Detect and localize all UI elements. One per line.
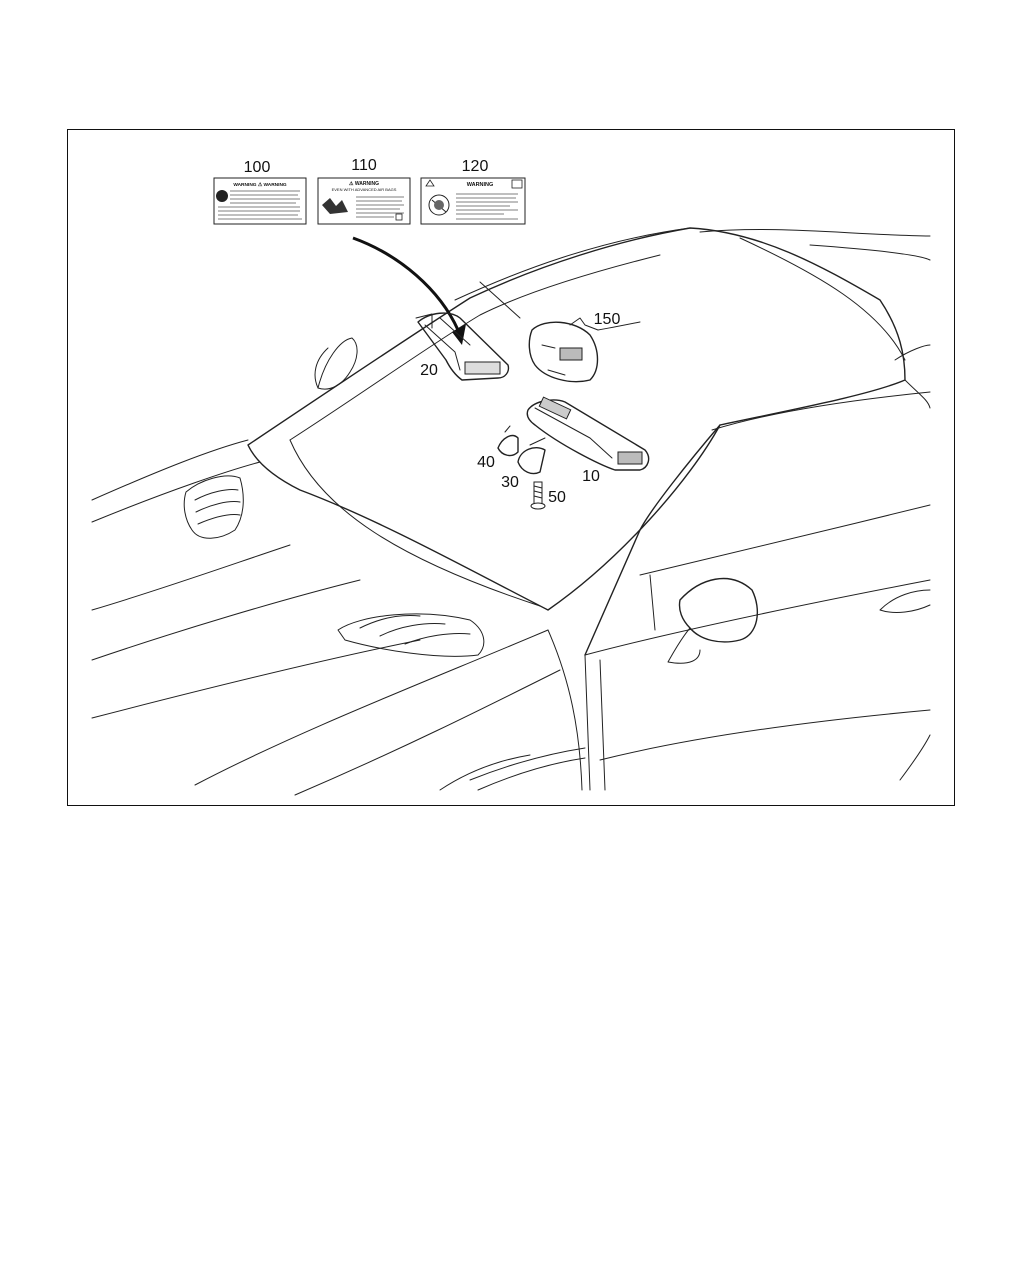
windshield-inner — [290, 255, 660, 440]
clip-part-40 — [498, 426, 518, 455]
label110-header: ⚠ WARNING — [348, 181, 380, 187]
bracket-part-30 — [518, 438, 545, 474]
warning-label-110 — [318, 178, 410, 224]
hood-vent-center — [338, 614, 484, 656]
screw-part-50 — [531, 482, 545, 509]
callout-150: 150 — [593, 311, 621, 328]
windshield-frame — [248, 228, 905, 610]
mirror-left — [315, 338, 357, 389]
warning-label-120 — [421, 178, 525, 224]
car-outline — [92, 228, 930, 795]
callout-20: 20 — [420, 362, 438, 379]
label100-header: WARNING ⚠ WARNING — [233, 183, 287, 188]
callout-10: 10 — [582, 468, 600, 485]
hood-vent-left — [184, 476, 243, 538]
callout-30: 30 — [501, 474, 519, 491]
callout-50: 50 — [548, 489, 566, 506]
callout-100: 100 — [243, 159, 271, 176]
callout-120: 120 — [461, 158, 489, 175]
interior-light-part-150 — [529, 318, 640, 382]
warning-label-100 — [214, 178, 306, 224]
callout-110: 110 — [351, 157, 377, 174]
label120-header: WARNING — [466, 182, 494, 188]
mirror-right — [668, 579, 757, 664]
label110-subheader: EVEN WITH ADVANCED AIR BAGS — [331, 187, 397, 192]
callout-40: 40 — [477, 454, 495, 471]
sun-visor-right-part-10 — [527, 397, 648, 470]
